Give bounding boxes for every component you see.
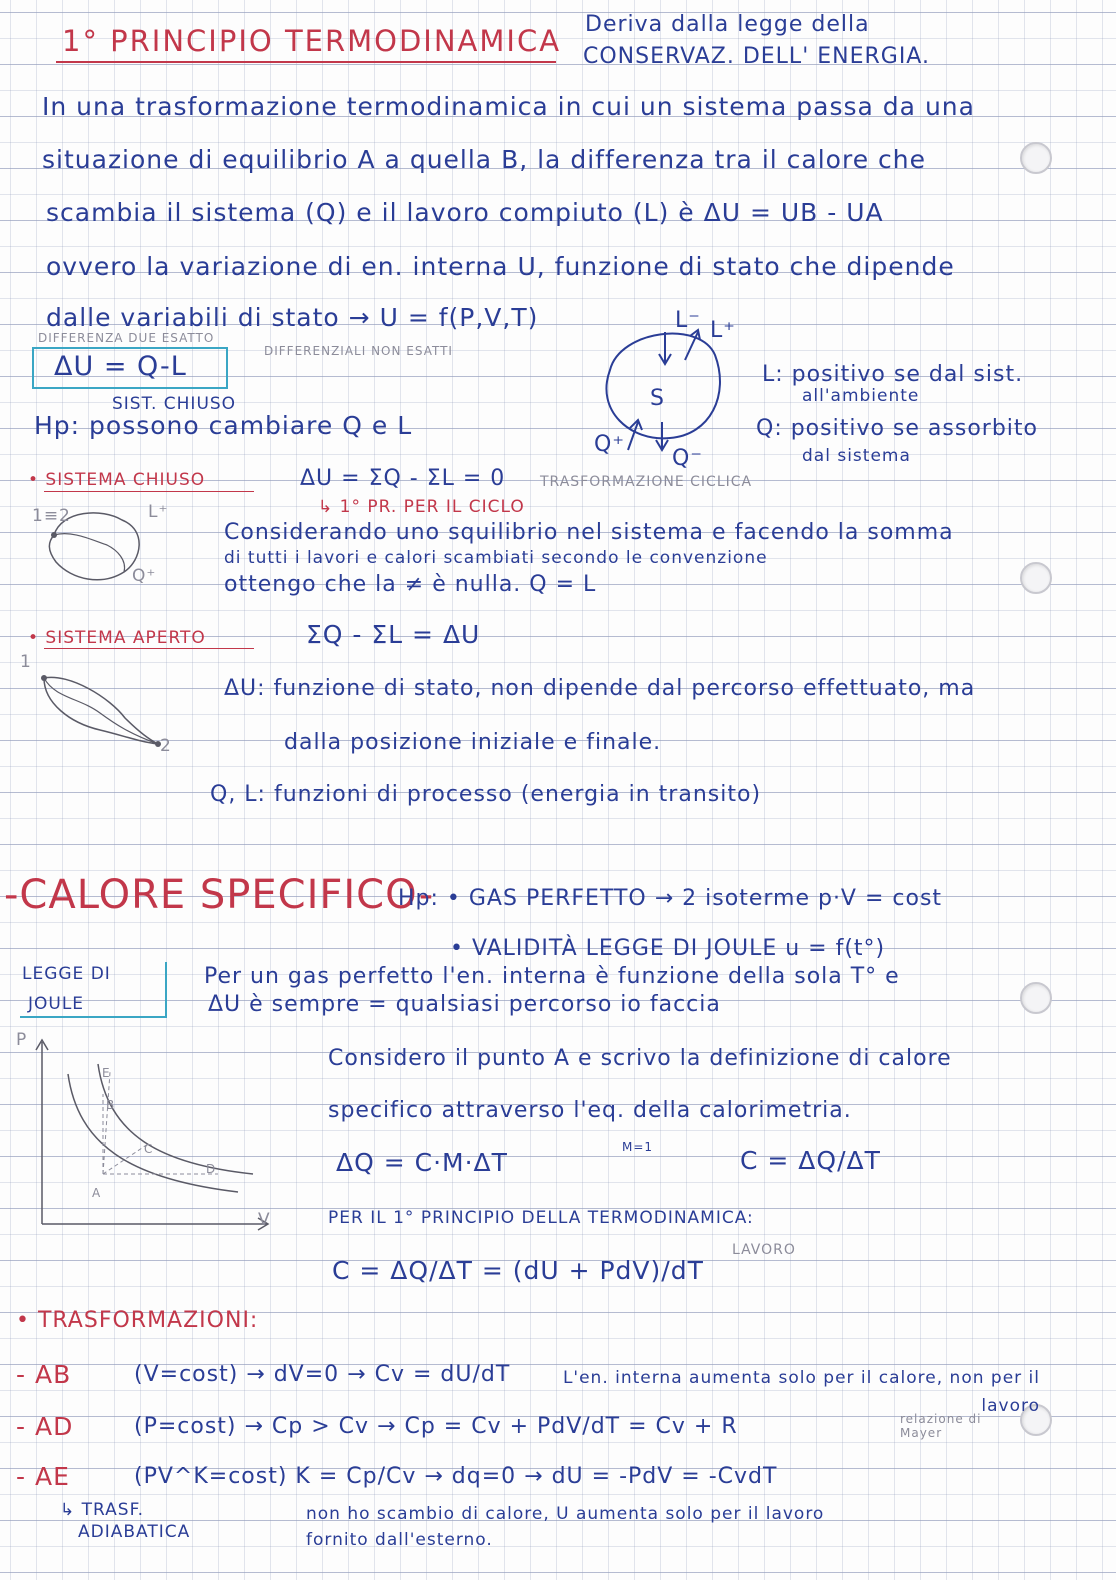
specific-heat-definition: C = ΔQ/ΔT — [740, 1146, 881, 1175]
transform-ad-def: (P=cost) → Cp > Cv → Cp = Cv + PdV/dT = Cv + R — [134, 1414, 738, 1439]
open-text-2: dalla posizione iniziale e finale. — [284, 730, 662, 755]
closed-system-equation: ΔU = ΣQ - ΣL = 0 — [300, 466, 506, 491]
system-label: S — [650, 386, 665, 411]
binder-hole — [1020, 142, 1052, 174]
cycle-point-label: 1≡2 — [32, 506, 71, 526]
joule-box-line-1: LEGGE DI — [22, 964, 111, 984]
adiabatic-label-1: ↳ TRASF. — [60, 1500, 145, 1520]
graph-point-b: B — [106, 1098, 116, 1112]
binder-hole — [1020, 982, 1052, 1014]
title-note-line-2: CONSERVAZ. DELL' ENERGIA. — [583, 44, 930, 69]
heat-positive-label: Q⁺ — [594, 432, 625, 457]
work-negative-label: L⁻ — [675, 308, 701, 333]
formula-under-note: SIST. CHIUSO — [112, 394, 237, 414]
hypothesis-line: Hp: possono cambiare Q e L — [34, 411, 413, 440]
binder-hole — [1020, 562, 1052, 594]
sign-note-1: L: positivo se dal sist. — [762, 362, 1024, 387]
closed-system-label: • SISTEMA CHIUSO — [28, 470, 206, 490]
graph-point-e: E — [102, 1066, 111, 1080]
graph-point-c: C — [144, 1142, 154, 1156]
open-path-diagram — [30, 668, 170, 758]
title-note-line-1: Deriva dalla legge della — [585, 12, 870, 37]
sign-note-4: dal sistema — [802, 446, 911, 466]
page-title: 1° PRINCIPIO TERMODINAMICA — [62, 24, 562, 58]
graph-point-a: A — [92, 1186, 102, 1200]
open-label-underline — [44, 648, 254, 649]
calorimetry-equation: ΔQ = C·M·ΔT — [336, 1148, 508, 1177]
joule-text-1: Per un gas perfetto l'en. interna è funzione della sola T° e — [204, 964, 900, 989]
graph-point-d: D — [206, 1162, 217, 1176]
cycle-work-label: L⁺ — [148, 502, 169, 522]
closed-label-underline — [44, 491, 254, 492]
intro-line-1: In una trasformazione termodinamica in cui un sistema passa da una — [42, 92, 975, 121]
transform-ab-def: (V=cost) → dV=0 → Cv = dU/dT — [134, 1362, 511, 1387]
work-note: LAVORO — [732, 1242, 796, 1258]
transform-ab-name: - AB — [16, 1360, 72, 1389]
closed-text-2: di tutti i lavori e calori scambiati secondo le convenzione — [224, 548, 768, 568]
closed-text-1: Considerando uno squilibrio nel sistema e facendo la somma — [224, 520, 954, 545]
graph-y-label: P — [16, 1030, 28, 1050]
specific-heat-first-law: C = ΔQ/ΔT = (dU + PdV)/dT — [332, 1256, 704, 1285]
title-underline — [56, 61, 556, 63]
open-point-1: 1 — [20, 652, 32, 672]
closed-text-3: ottengo che la ≠ è nulla. Q = L — [224, 572, 597, 597]
pv-graph — [18, 1034, 278, 1234]
transforms-label: • TRASFORMAZIONI: — [16, 1308, 259, 1333]
open-text-1: ΔU: funzione di stato, non dipende dal percorso effettuato, ma — [224, 676, 976, 701]
adiabatic-label-2: ADIABATICA — [78, 1522, 191, 1542]
cycle-heat-label: Q⁺ — [132, 566, 157, 586]
cycle-principle-note: ↳ 1° PR. PER IL CICLO — [318, 497, 525, 517]
mayer-note: relazione di Mayer — [900, 1412, 982, 1440]
specific-text-2: specifico attraverso l'eq. della calorimetria. — [328, 1098, 852, 1123]
specific-text-1: Considero il punto A e scrivo la definizione di calore — [328, 1046, 952, 1071]
work-positive-label: L⁺ — [710, 318, 736, 343]
sign-note-3: Q: positivo se assorbito — [756, 416, 1038, 441]
intro-line-5: dalle variabili di stato → U = f(P,V,T) — [46, 303, 539, 332]
specific-hypothesis: Hp: • GAS PERFETTO → 2 isoterme p·V = cost — [398, 886, 943, 911]
open-text-3: Q, L: funzioni di processo (energia in transito) — [210, 782, 762, 807]
sign-note-2: all'ambiente — [802, 386, 920, 406]
formula-over-note: DIFFERENZA DUE ESATTO — [38, 331, 215, 345]
mass-note: M=1 — [622, 1140, 654, 1154]
transform-ab-note: L'en. interna aumenta solo per il calore, non per il lavoro — [562, 1368, 1040, 1416]
first-law-formula: ΔU = Q-L — [54, 351, 187, 382]
first-principle-note: PER IL 1° PRINCIPIO DELLA TERMODINAMICA: — [328, 1208, 754, 1228]
graph-x-label: V — [258, 1210, 271, 1230]
heat-negative-label: Q⁻ — [672, 446, 703, 471]
transform-ae-def: (PV^K=cost) K = Cp/Cv → dq=0 → dU = -PdV = -CvdT — [134, 1464, 778, 1489]
open-system-label: • SISTEMA APERTO — [28, 628, 206, 648]
joule-text-2: ΔU è sempre = qualsiasi percorso io faccia — [208, 992, 721, 1017]
intro-line-2: situazione di equilibrio A a quella B, la differenza tra il calore che — [42, 145, 926, 174]
joule-validity: • VALIDITÀ LEGGE DI JOULE u = f(t°) — [450, 936, 886, 961]
cyclic-note: TRASFORMAZIONE CICLICA — [540, 474, 753, 490]
joule-box-line-2: JOULE — [28, 994, 85, 1014]
adiabatic-note-2: fornito dall'esterno. — [306, 1530, 493, 1550]
section-title-specific-heat: -CALORE SPECIFICO- — [4, 872, 435, 918]
open-system-equation: ΣQ - ΣL = ΔU — [306, 620, 481, 649]
open-point-2: 2 — [160, 736, 172, 756]
adiabatic-note-1: non ho scambio di calore, U aumenta solo per il lavoro — [306, 1504, 825, 1524]
intro-line-3: scambia il sistema (Q) e il lavoro compiuto (L) è ΔU = UB - UA — [46, 198, 884, 227]
transform-ad-name: - AD — [16, 1412, 74, 1441]
formula-side-note: DIFFERENZIALI NON ESATTI — [264, 344, 453, 358]
intro-line-4: ovvero la variazione di en. interna U, funzione di stato che dipende — [46, 252, 955, 281]
transform-ae-name: - AE — [16, 1462, 70, 1491]
